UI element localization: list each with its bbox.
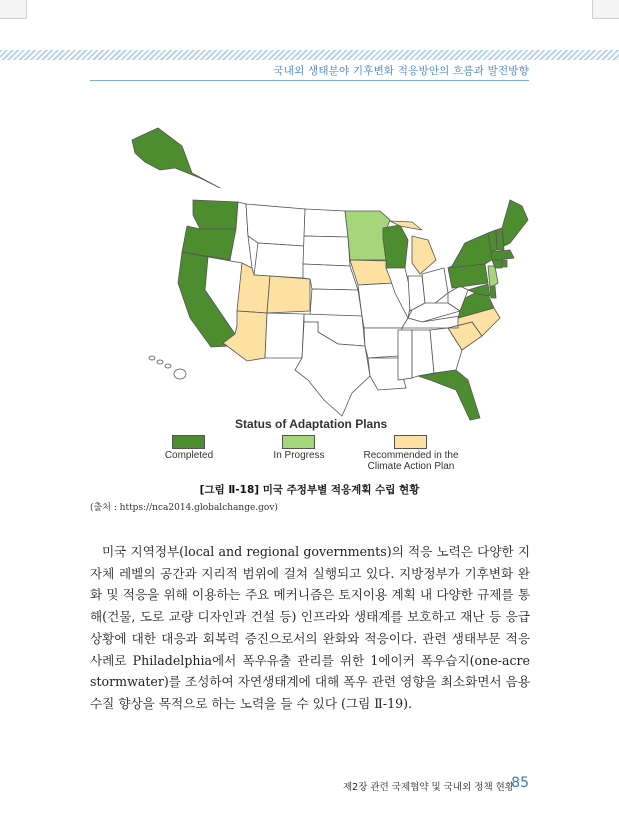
state-maryland [468, 284, 490, 296]
legend-swatch-recommended [394, 435, 427, 449]
legend-label-recommended: Recommended in the Climate Action Plan [363, 450, 459, 472]
state-rhode-island [502, 260, 507, 267]
state-ohio [422, 268, 448, 304]
state-mississippi [398, 330, 412, 380]
figure-source: (출처 : https://nca2014.globalchange.gov) [90, 503, 278, 513]
state-arkansas [364, 328, 402, 358]
figure-caption: [그림 Ⅱ-18] 미국 주정부별 적응계획 수립 현황 [199, 484, 420, 496]
page-corner-mark [592, 0, 619, 19]
state-massachusetts [491, 250, 514, 260]
state-washington [193, 200, 238, 229]
state-alaska [132, 128, 220, 188]
state-nebraska [303, 264, 358, 290]
legend-title: Status of Adaptation Plans [235, 417, 388, 431]
state-florida [418, 370, 480, 420]
state-delaware [490, 286, 496, 298]
state-north-dakota [304, 209, 348, 237]
legend-label-in-progress: In Progress [273, 450, 325, 461]
body-paragraph [90, 541, 530, 715]
header-stripe [0, 50, 619, 60]
footer-chapter: 제2장 관련 국제협약 및 국내외 정책 현황 [343, 782, 514, 793]
paragraph-text: 미국 지역정부(local and regional governments)의 적응 노력은 다양한 지자체 레벨의 공간과 지리적 범위에 걸쳐 실행되고 있다. 지방정부가 기후변화 완화 및 적응을 위해 이용하는 주요 메커니즘은 토지이용 계획 내 다양한 규제를 통해(건물, 도로 교량 디자인과 건설 등) 인프라와 생태계를 보호하고 재난 등 응급상황에 대한 대응과 회복력 증진으로서의 완화와 적응이다. 관련 생태부문 적응 사례로 Philadelphia에서 폭우유출 관리를 위한 1에이커 폭우습지(one-acre stormwater)를 조성하여 자연생태계에 대해 폭우 관련 영향을 최소화면서 음용수질 향상을 목적으로 하는 노력을 들 수 있다 (그림 Ⅱ-19). [90, 544, 530, 711]
state-montana [246, 204, 305, 246]
page-number: 85 [511, 775, 529, 791]
running-header: 국내외 생태분야 기후변화 적응방안의 흐름과 발전방향 [273, 65, 529, 77]
state-south-dakota [303, 236, 350, 266]
page-corner-mark [0, 0, 27, 19]
legend-swatch-completed [172, 435, 205, 449]
state-colorado [267, 276, 310, 313]
us-adaptation-map-figure [90, 118, 530, 473]
state-wisconsin [383, 225, 408, 268]
header-rule [90, 80, 529, 81]
state-new-mexico [265, 313, 304, 358]
state-michigan [412, 236, 436, 274]
state-wyoming [254, 243, 304, 278]
state-new-york [448, 233, 495, 268]
state-new-jersey [488, 266, 498, 288]
legend-swatch-in-progress [282, 435, 315, 449]
state-kansas [310, 289, 362, 316]
state-maine [502, 200, 528, 246]
state-hawaii [149, 356, 186, 379]
legend-label-completed: Completed [164, 450, 214, 461]
